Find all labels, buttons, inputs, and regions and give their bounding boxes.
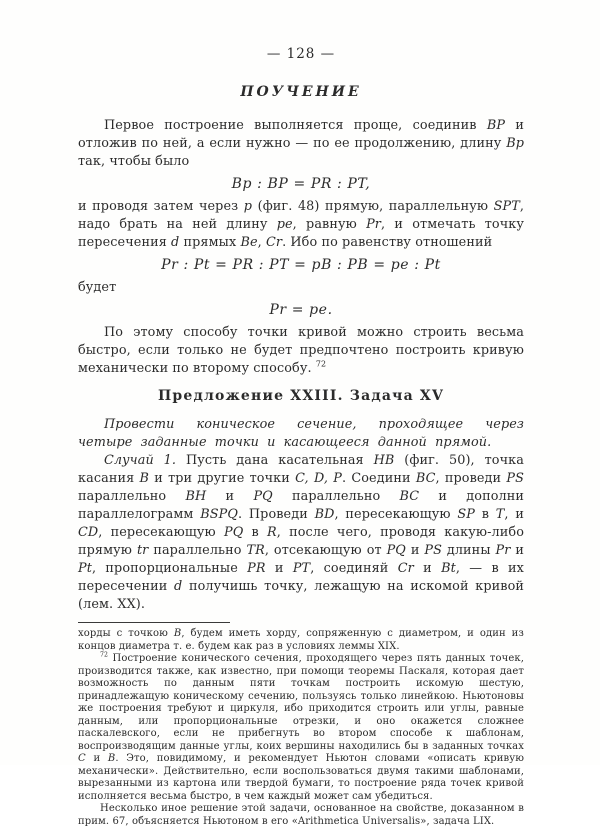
formula-ratio-1: Bp : BP = PR : PT, [231, 176, 371, 192]
proposition-heading: Предложение XXIII. Задача XV [157, 388, 445, 404]
footnote-separator [78, 622, 230, 623]
formula-ratio-2: Pr : Pt = PR : PT = pB : PB = pe : Pt [161, 257, 441, 273]
footnote-paragraph: хорды с точкою B, будем иметь хорду, сопряженную с диаметром, и один из концов диаметра т. е. будем как раз в условиях леммы XIX. [78, 628, 524, 652]
formula-equality: Pr = pe. [269, 302, 333, 318]
paragraph: и проводя затем через p (фиг. 48) прямую, параллельную SPT, надо брать на ней длину pe, равную Pr, и отмечать точку пересечения d прямых Be, Cr. Ибо по равенству отношений [78, 199, 525, 250]
paragraph: По этому способу точки кривой можно строить весьма быстро, если только не будет предпочтено построить кривую механически по второму способу. $^{72}$ [78, 325, 524, 376]
problem-statement: Провести коническое сечение, проходящее через четыре заданные точки и касающееся данной прямой. [78, 417, 524, 450]
text-column [78, 46, 524, 828]
section-heading: ПОУЧЕНИЕ [240, 84, 362, 100]
footnotes [78, 628, 524, 828]
footnote-paragraph: $^{72}$ Построение конического сечения, проходящего через пять данных точек, производится также, как известно, при помощи теоремы Паскаля, которая дает возможность по данным пяти точкам построить искомую шестую, принадлежащую коническому сечению, пользуясь только линейкою. Ньютоновы же построения требуют и циркуля, ибо приходится строить или углы, равные данным, или пропорциональные отрезки, и оно окажется сложнее паскалевского, если не прибегнуть во втором способе к шаблонам, воспроизводящим данные углы, коих вершины находились бы в заданных точках C и B. Это, повидимому, и рекомендует Ньютон словами «описать кривую механически». Действительно, если воспользоваться двумя такими шаблонами, вырезанными из картона или твердой бумаги, то построение ряда точек кривой исполняется весьма быстро, в чем каждый может сам убедиться. [78, 651, 525, 802]
paragraph: Случай 1. Пусть дана касательная HB (фиг. 50), точка касания B и три другие точки C, D, P. Соедини BC, проведи PS параллельно BH и PQ параллельно BC и дополни параллелограмм BSPQ. Проведи BD, пересекающую SP в T, и CD, пересекающую PQ в R, после чего, проводя какую-либо прямую tr параллельно TR, отсекающую от PQ и PS длины Pr и Pt, пропорциональные PR и PT, соединяй Cr и Bt, — в их пересечении d получишь точку, лежащую на искомой кривой (лем. XX). [78, 453, 525, 612]
footnote-paragraph: Несколько иное решение этой задачи, основанное на свойстве, доказанном в прим. 67, объясняется Ньютоном в его «Arithmetica Universalis», задача LIX. [78, 803, 524, 827]
paragraph: Первое построение выполняется проще, соединив BP и отложив по ней, а если нужно — по ее продолжению, длину Bp так, чтобы было [78, 118, 524, 169]
paragraph: будет [78, 280, 117, 295]
page-number: — 128 — [266, 46, 336, 62]
